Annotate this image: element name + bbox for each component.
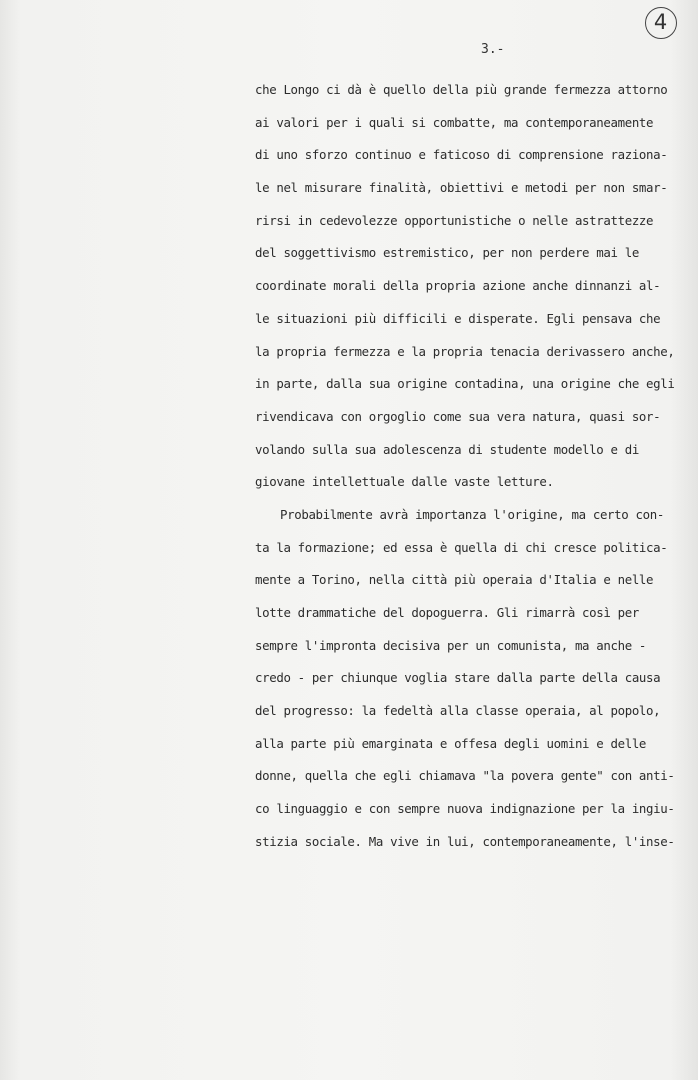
text-line: che Longo ci dà è quello della più grande fermezza attorno	[255, 82, 668, 97]
text-line: coordinate morali della propria azione anche dinnanzi al-	[255, 278, 661, 294]
text-line: le nel misurare finalità, obiettivi e metodi per non smar-	[255, 180, 668, 196]
text-line: del soggettivismo estremistico, per non perdere mai le	[255, 245, 639, 261]
text-line: credo - per chiunque voglia stare dalla parte della causa	[255, 670, 661, 686]
text-line: co linguaggio e con sempre nuova indignazione per la ingiu-	[255, 801, 675, 817]
text-line: in parte, dalla sua origine contadina, una origine che egli	[255, 376, 675, 392]
body-text	[255, 80, 675, 865]
text-line: Probabilmente avrà importanza l'origine, ma certo con-	[280, 506, 664, 522]
text-line: rirsi in cedevolezze opportunistiche o nelle astrattezze	[255, 212, 654, 228]
circled-page-mark	[645, 7, 677, 39]
paragraph-1	[255, 80, 675, 505]
text-line: donne, quella che egli chiamava "la povera gente" con anti-	[255, 768, 675, 784]
text-line: alla parte più emarginata e offesa degli uomini e delle	[255, 735, 647, 751]
page-number: 3.-	[481, 42, 505, 57]
text-line: del progresso: la fedeltà alla classe operaia, al popolo,	[255, 703, 661, 719]
text-line: stizia sociale. Ma vive in lui, contemporaneamente, l'inse-	[255, 833, 675, 849]
text-line: sempre l'impronta decisiva per un comunista, ma anche -	[255, 637, 647, 653]
text-line: ai valori per i quali si combatte, ma contemporaneamente	[255, 114, 654, 130]
circled-page-mark-number: 4	[653, 10, 668, 34]
text-line: mente a Torino, nella città più operaia d'Italia e nelle	[255, 572, 654, 588]
text-line: giovane intellettuale dalle vaste letture.	[255, 474, 554, 490]
text-line: volando sulla sua adolescenza di studente modello e di	[255, 441, 639, 457]
text-line: lotte drammatiche del dopoguerra. Gli rimarrà così per	[255, 605, 639, 620]
paragraph-2	[255, 505, 675, 865]
text-line: la propria fermezza e la propria tenacia derivassero anche,	[255, 343, 675, 359]
text-line: rivendicava con orgoglio come sua vera natura, quasi sor-	[255, 408, 661, 424]
text-line: di uno sforzo continuo e faticoso di comprensione raziona-	[255, 147, 668, 163]
text-line: ta la formazione; ed essa è quella di chi cresce politica-	[255, 539, 668, 555]
text-line: le situazioni più difficili e disperate. Egli pensava che	[255, 310, 661, 326]
